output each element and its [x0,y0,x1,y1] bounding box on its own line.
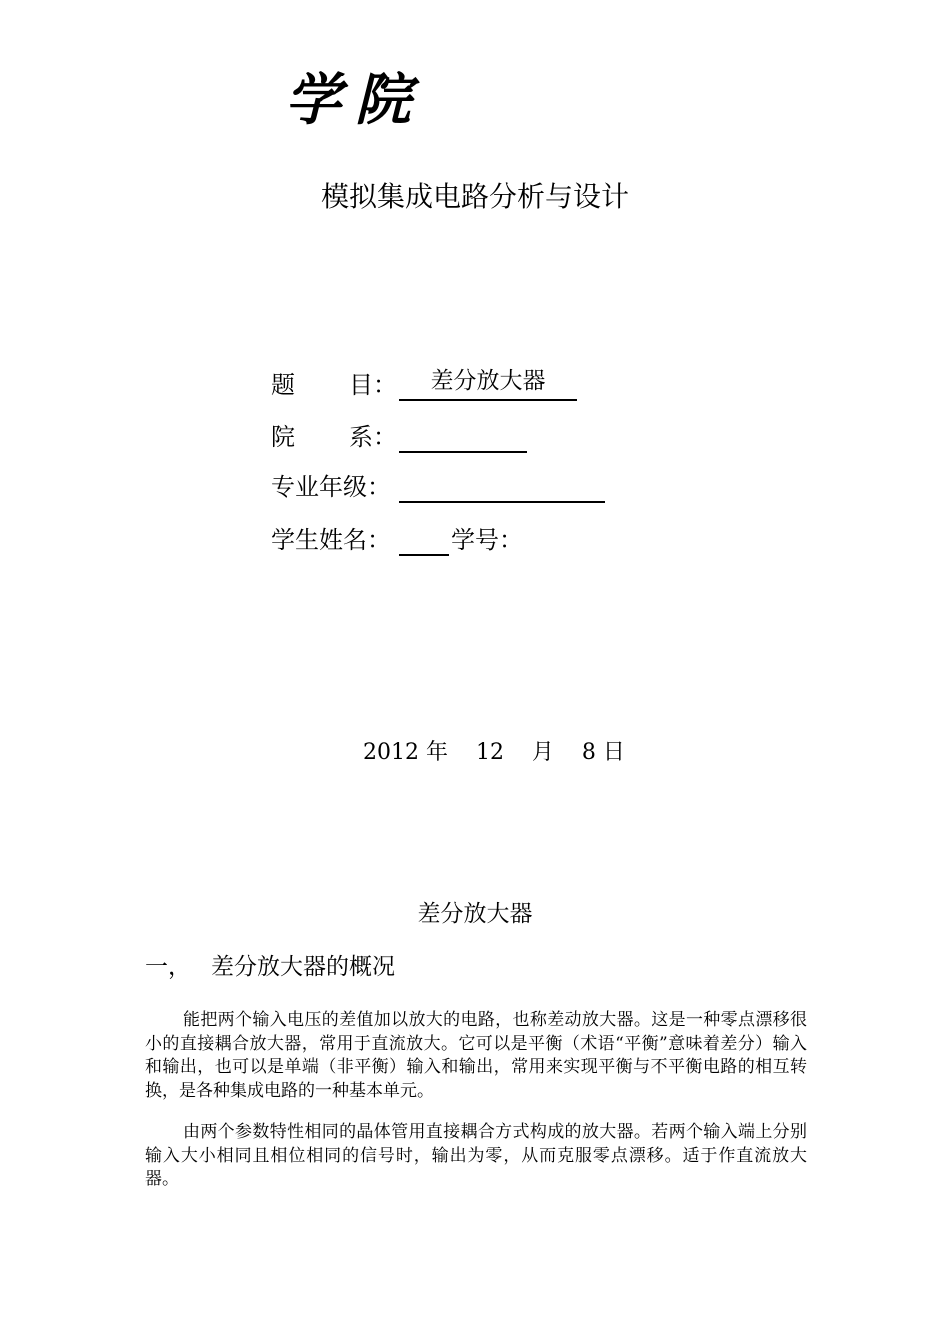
grade-row [271,467,605,503]
student-name-row [271,520,523,556]
student-number-label: 学号： [451,526,523,554]
body-title: 差分放大器 [417,901,533,927]
cover-date: 2012 年 12 月 8 日 [363,740,625,765]
topic-field: 差分放大器 [399,365,577,401]
paragraph: 由两个参数特性相同的晶体管用直接耦合方式构成的放大器。若两个输入端上分别输入大小相同且相位相同的信号时，输出为零，从而克服零点漂移。适于作直流放大器。 [145,1122,807,1189]
section-number: 一， [145,954,191,980]
topic-row [271,365,577,401]
paragraph: 能把两个输入电压的差值加以放大的电路，也称差动放大器。这是一种零点漂移很小的直接耦合放大器，常用于直流放大。它可以是平衡（术语“平衡”意味着差分）输入和输出，也可以是单端（非平衡）输入和输出，常用来实现平衡与不平衡电路的相互转换，是各种集成电路的一种基本单元。 [145,1010,807,1101]
grade-label: 专业年级： [271,473,391,501]
student-name-label: 学生姓名： [271,526,391,554]
student-name-field [399,520,449,556]
course-title: 模拟集成电路分析与设计 [320,180,629,213]
department-field [399,417,527,453]
section-heading [145,951,395,983]
college-title: 学院 [285,67,425,133]
grade-field [399,467,605,503]
topic-label: 题 目： [271,371,397,399]
department-label: 院 系： [271,423,397,451]
section-title: 差分放大器的概况 [211,954,395,980]
department-row [271,417,527,453]
